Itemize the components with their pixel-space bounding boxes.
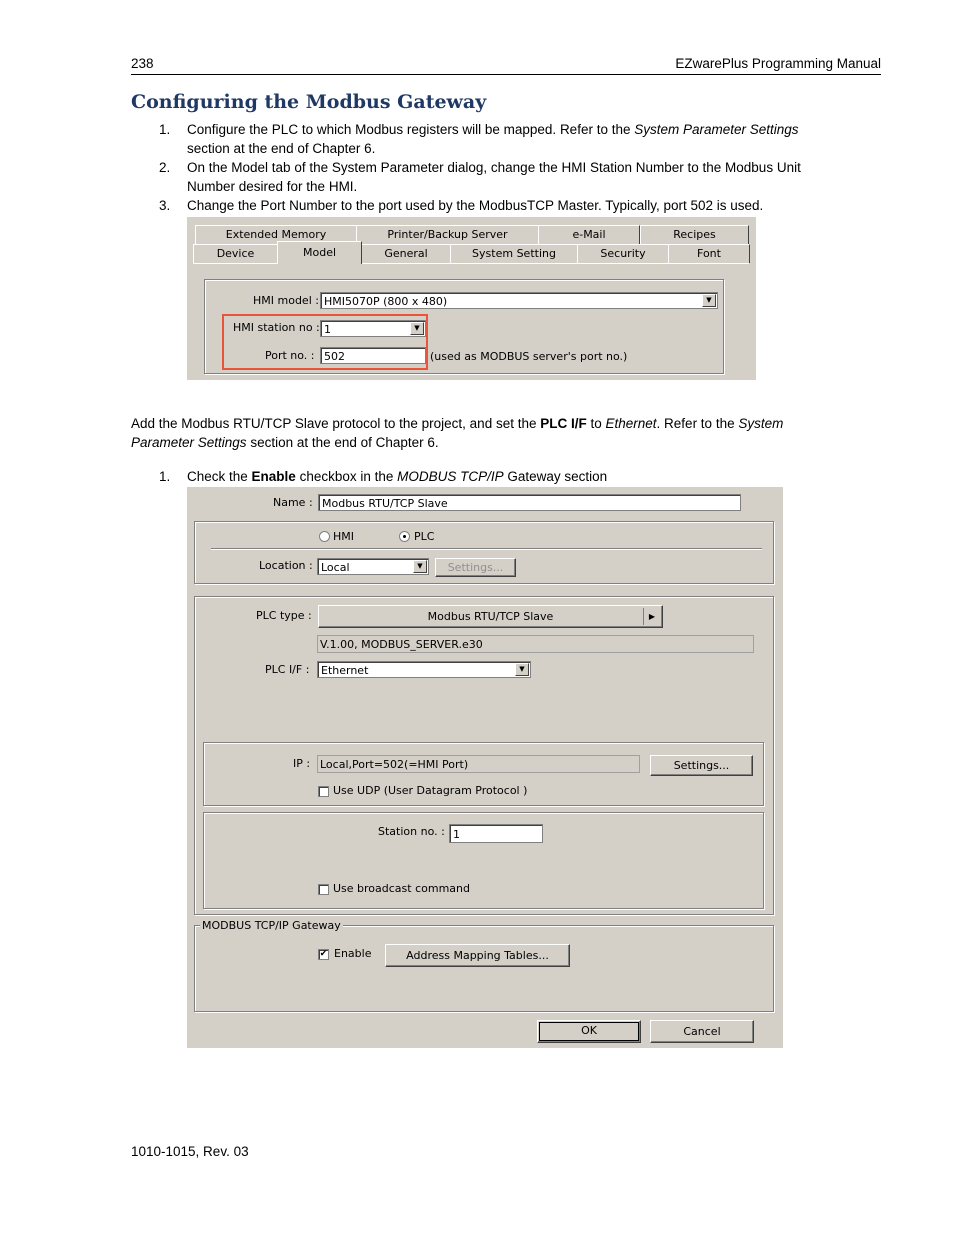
station-label: Station no. : <box>378 825 445 838</box>
use-udp-label: Use UDP (User Datagram Protocol ) <box>333 784 528 797</box>
intro-paragraph: Add the Modbus RTU/TCP Slave protocol to the project, and set the PLC I/F to Ethernet. Refer to the System Parameter Settings section at the end of Chapter 6. <box>131 416 784 450</box>
tab-general[interactable]: General <box>361 244 451 263</box>
tab-device[interactable]: Device <box>193 244 278 263</box>
hmi-model-label: HMI model : <box>253 294 319 307</box>
gateway-group <box>194 925 774 1012</box>
plc-if-select[interactable]: Ethernet ▼ <box>317 661 531 678</box>
radio-plc[interactable] <box>399 531 410 542</box>
tab-extended-memory[interactable]: Extended Memory <box>195 225 357 244</box>
enable-label: Enable <box>334 947 372 960</box>
ip-label: IP : <box>293 757 311 770</box>
ip-display: Local,Port=502(=HMI Port) <box>317 755 640 773</box>
name-input[interactable]: Modbus RTU/TCP Slave <box>318 494 741 511</box>
version-display: V.1.00, MODBUS_SERVER.e30 <box>317 635 754 653</box>
broadcast-label: Use broadcast command <box>333 882 470 895</box>
hmi-station-label: HMI station no : <box>233 321 320 334</box>
dropdown-arrow-icon[interactable]: ▼ <box>702 294 716 307</box>
port-input[interactable]: 502 <box>320 347 426 364</box>
enable-checkbox[interactable]: ✔ <box>319 949 328 959</box>
ip-settings-button[interactable]: Settings... <box>650 755 753 776</box>
steps-list <box>131 120 881 215</box>
step-2: 2. On the Model tab of the System Parameter dialog, change the HMI Station Number to the Modbus Unit Number desired for the HMI. <box>159 160 801 194</box>
cancel-button[interactable]: Cancel <box>650 1020 754 1043</box>
device-properties-dialog: Name : Modbus RTU/TCP Slave HMI PLC Location : Local ▼ Settings... PLC type : Modbus RTU/TCP Slave ▶ V.1.00, MODBUS_SERVER.e30 PLC I/F : Ethernet ▼ IP : Local,Port=502(=HMI Port) Settings... Use UDP (User Datagram Protocol ) Station no. : 1 Use broadcast command MODBUS TCP/IP Gateway ✔ Enable Address Mapping Tables... OK Cancel <box>187 487 783 1048</box>
dropdown-arrow-icon[interactable]: ▼ <box>413 560 427 573</box>
port-label: Port no. : <box>265 349 315 362</box>
step-1: 1. Configure the PLC to which Modbus registers will be mapped. Refer to the System Parameter Settings section at the end of Chapter 6. <box>159 122 799 156</box>
section-title: Configuring the Modbus Gateway <box>131 91 487 113</box>
hmi-model-select[interactable]: HMI5070P (800 x 480) ▼ <box>320 292 718 309</box>
location-label: Location : <box>259 559 313 572</box>
tab-recipes[interactable]: Recipes <box>640 225 749 244</box>
location-select[interactable]: Local ▼ <box>317 558 429 575</box>
page-number: 238 <box>131 56 154 71</box>
highlight-box <box>222 314 428 370</box>
hmi-station-select[interactable]: 1 ▼ <box>320 320 426 337</box>
gateway-title: MODBUS TCP/IP Gateway <box>202 919 341 932</box>
ok-button[interactable]: OK <box>537 1020 641 1043</box>
system-parameter-dialog <box>187 217 756 380</box>
tab-system-setting[interactable]: System Setting <box>450 244 578 263</box>
address-mapping-button[interactable]: Address Mapping Tables... <box>385 944 570 967</box>
header-rule <box>131 74 881 75</box>
port-note: (used as MODBUS server's port no.) <box>430 350 628 363</box>
name-label: Name : <box>273 496 313 509</box>
broadcast-checkbox[interactable] <box>318 884 329 895</box>
manual-title: EZwarePlus Programming Manual <box>675 56 881 71</box>
radio-hmi[interactable] <box>319 531 330 542</box>
location-settings-button[interactable]: Settings... <box>435 558 516 577</box>
arrow-right-icon: ▶ <box>643 608 660 625</box>
tab-font[interactable]: Font <box>668 244 750 263</box>
tab-printer-backup-server[interactable]: Printer/Backup Server <box>356 225 539 244</box>
dropdown-arrow-icon[interactable]: ▼ <box>410 322 424 335</box>
plc-if-label: PLC I/F : <box>265 663 310 676</box>
plc-type-selector[interactable]: Modbus RTU/TCP Slave ▶ <box>318 605 663 628</box>
tab-model[interactable]: Model <box>277 241 362 264</box>
tab-security[interactable]: Security <box>577 244 669 263</box>
dropdown-arrow-icon[interactable]: ▼ <box>515 663 529 676</box>
station-input[interactable]: 1 <box>449 824 543 843</box>
step-3: 3. Change the Port Number to the port used by the ModbusTCP Master. Typically, port 502 is used. <box>159 198 764 213</box>
use-udp-checkbox[interactable] <box>318 786 329 797</box>
plc-type-label: PLC type : <box>256 609 312 622</box>
footer-doc-number: 1010-1015, Rev. 03 <box>131 1144 249 1159</box>
tab-email[interactable]: e-Mail <box>538 225 640 244</box>
